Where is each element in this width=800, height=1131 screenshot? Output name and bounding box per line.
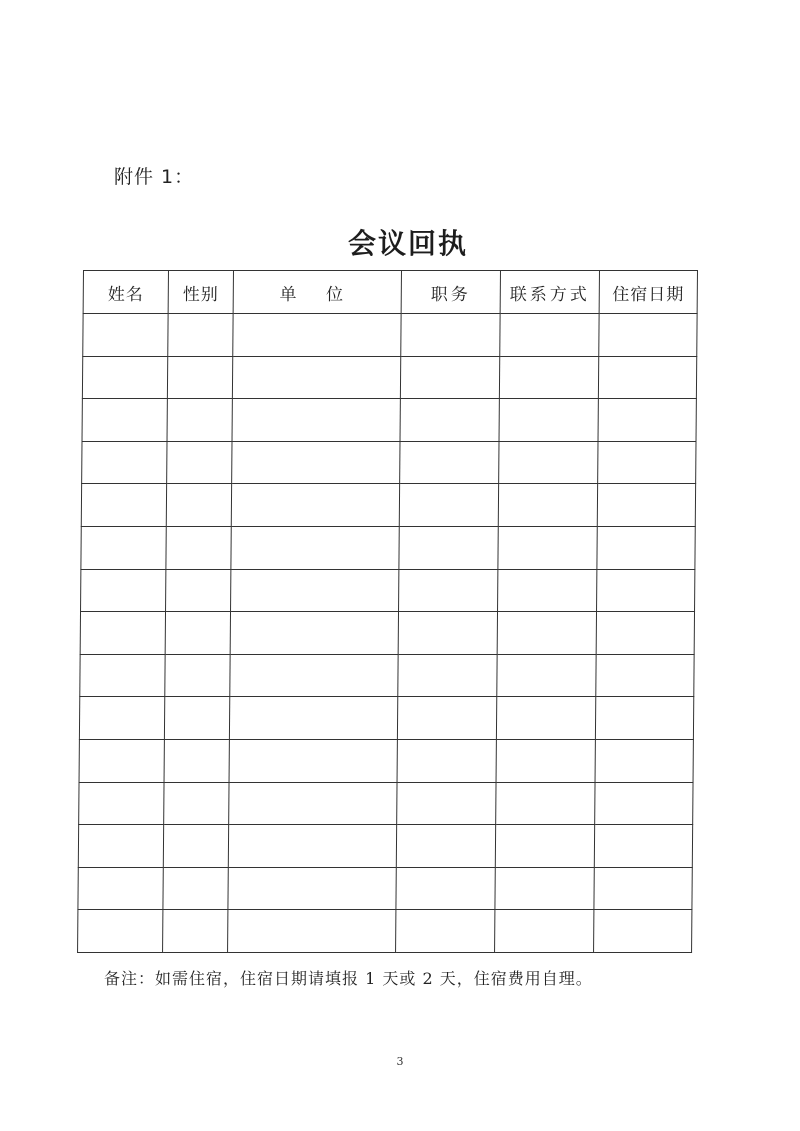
table-cell[interactable] <box>230 612 398 655</box>
table-cell[interactable] <box>231 484 399 527</box>
table-cell[interactable] <box>231 569 399 612</box>
table-cell[interactable] <box>397 782 496 825</box>
table-cell[interactable] <box>81 569 166 612</box>
table-cell[interactable] <box>229 739 397 782</box>
table-cell[interactable] <box>228 867 396 910</box>
table-cell[interactable] <box>598 399 696 442</box>
footnote: 备注：如需住宿，住宿日期请填报 1 天或 2 天，住宿费用自理。 <box>104 969 593 988</box>
table-cell[interactable] <box>500 314 599 357</box>
table-row <box>81 569 695 612</box>
document-title: 会议回执 <box>347 227 468 260</box>
table-cell[interactable] <box>399 484 498 527</box>
table-cell[interactable] <box>79 697 164 740</box>
table-cell[interactable] <box>497 612 596 655</box>
table-cell[interactable] <box>496 697 595 740</box>
table-cell[interactable] <box>596 612 694 655</box>
table-cell[interactable] <box>166 569 231 612</box>
table-row <box>79 782 693 825</box>
table-cell[interactable] <box>496 739 595 782</box>
table-cell[interactable] <box>499 441 598 484</box>
table-cell[interactable] <box>229 782 397 825</box>
table-cell[interactable] <box>595 739 693 782</box>
table-body <box>78 314 698 953</box>
table-cell[interactable] <box>594 867 692 910</box>
table-row <box>81 484 695 527</box>
table-cell[interactable] <box>78 910 163 953</box>
table-cell[interactable] <box>83 314 168 357</box>
table-cell[interactable] <box>598 441 696 484</box>
table-cell[interactable] <box>165 612 230 655</box>
table-cell[interactable] <box>599 314 697 357</box>
table-cell[interactable] <box>400 399 499 442</box>
table-cell[interactable] <box>230 654 398 697</box>
table-cell[interactable] <box>233 314 401 357</box>
table-cell[interactable] <box>498 526 597 569</box>
table-row <box>83 314 697 357</box>
table-cell[interactable] <box>228 825 396 868</box>
table-cell[interactable] <box>400 441 499 484</box>
table-cell[interactable] <box>167 356 232 399</box>
table-cell[interactable] <box>495 867 594 910</box>
table-cell[interactable] <box>82 441 167 484</box>
table-cell[interactable] <box>398 612 497 655</box>
table-cell[interactable] <box>167 441 232 484</box>
table-cell[interactable] <box>80 654 165 697</box>
table-cell[interactable] <box>82 356 167 399</box>
table-cell[interactable] <box>163 825 228 868</box>
table-cell[interactable] <box>597 569 695 612</box>
table-cell[interactable] <box>598 356 696 399</box>
table-cell[interactable] <box>79 739 164 782</box>
table-cell[interactable] <box>165 654 230 697</box>
table-cell[interactable] <box>78 825 163 868</box>
table-row <box>82 399 696 442</box>
table-row <box>80 654 694 697</box>
table-cell[interactable] <box>397 697 496 740</box>
table-cell[interactable] <box>497 654 596 697</box>
table-cell[interactable] <box>596 654 694 697</box>
table-cell[interactable] <box>78 867 163 910</box>
table-cell[interactable] <box>164 782 229 825</box>
column-header-position: 职务 <box>401 271 500 314</box>
table-row <box>78 825 692 868</box>
table-row <box>81 526 695 569</box>
table-cell[interactable] <box>399 526 498 569</box>
table-cell[interactable] <box>594 825 692 868</box>
reply-form-table <box>77 270 698 953</box>
column-header-organization: 单 位 <box>233 271 401 314</box>
table-cell[interactable] <box>229 697 397 740</box>
table-row <box>78 910 692 953</box>
table-cell[interactable] <box>499 356 598 399</box>
attachment-label: 附件 1： <box>114 166 195 188</box>
table-cell[interactable] <box>398 654 497 697</box>
table-row <box>80 612 694 655</box>
table-cell[interactable] <box>597 484 695 527</box>
table-cell[interactable] <box>166 526 231 569</box>
table-cell[interactable] <box>80 612 165 655</box>
table-row <box>82 441 696 484</box>
column-header-accommodation-date: 住宿日期 <box>599 271 697 314</box>
table-cell[interactable] <box>166 484 231 527</box>
table-cell[interactable] <box>498 569 597 612</box>
table-cell[interactable] <box>396 825 495 868</box>
table-cell[interactable] <box>164 739 229 782</box>
table-cell[interactable] <box>232 441 400 484</box>
table-cell[interactable] <box>498 484 597 527</box>
table-cell[interactable] <box>164 697 229 740</box>
table-cell[interactable] <box>595 697 693 740</box>
table-cell[interactable] <box>167 399 232 442</box>
table-cell[interactable] <box>399 569 498 612</box>
table-cell[interactable] <box>82 399 167 442</box>
table-cell[interactable] <box>81 526 166 569</box>
table-cell[interactable] <box>400 356 499 399</box>
table-row <box>79 697 693 740</box>
table-cell[interactable] <box>168 314 233 357</box>
table-cell[interactable] <box>81 484 166 527</box>
table-cell[interactable] <box>79 782 164 825</box>
table-cell[interactable] <box>499 399 598 442</box>
table-cell[interactable] <box>597 526 695 569</box>
table-cell[interactable] <box>163 867 228 910</box>
table-cell[interactable] <box>232 399 400 442</box>
table-header-row <box>83 271 697 314</box>
table-cell[interactable] <box>397 739 496 782</box>
table-cell[interactable] <box>401 314 500 357</box>
table-cell[interactable] <box>594 910 692 953</box>
table-cell[interactable] <box>396 867 495 910</box>
column-header-gender: 性别 <box>168 271 233 314</box>
table-cell[interactable] <box>495 825 594 868</box>
table-cell[interactable] <box>163 910 228 953</box>
table-cell[interactable] <box>231 526 399 569</box>
table-cell[interactable] <box>496 782 595 825</box>
column-header-contact: 联系方式 <box>500 271 599 314</box>
table-cell[interactable] <box>495 910 594 953</box>
table-cell[interactable] <box>228 910 396 953</box>
table-row <box>82 356 696 399</box>
table-cell[interactable] <box>232 356 400 399</box>
column-header-name: 姓名 <box>83 271 168 314</box>
table-row <box>79 739 693 782</box>
page-number: 3 <box>396 1055 404 1068</box>
table-cell[interactable] <box>595 782 693 825</box>
table-row <box>78 867 692 910</box>
table-cell[interactable] <box>396 910 495 953</box>
